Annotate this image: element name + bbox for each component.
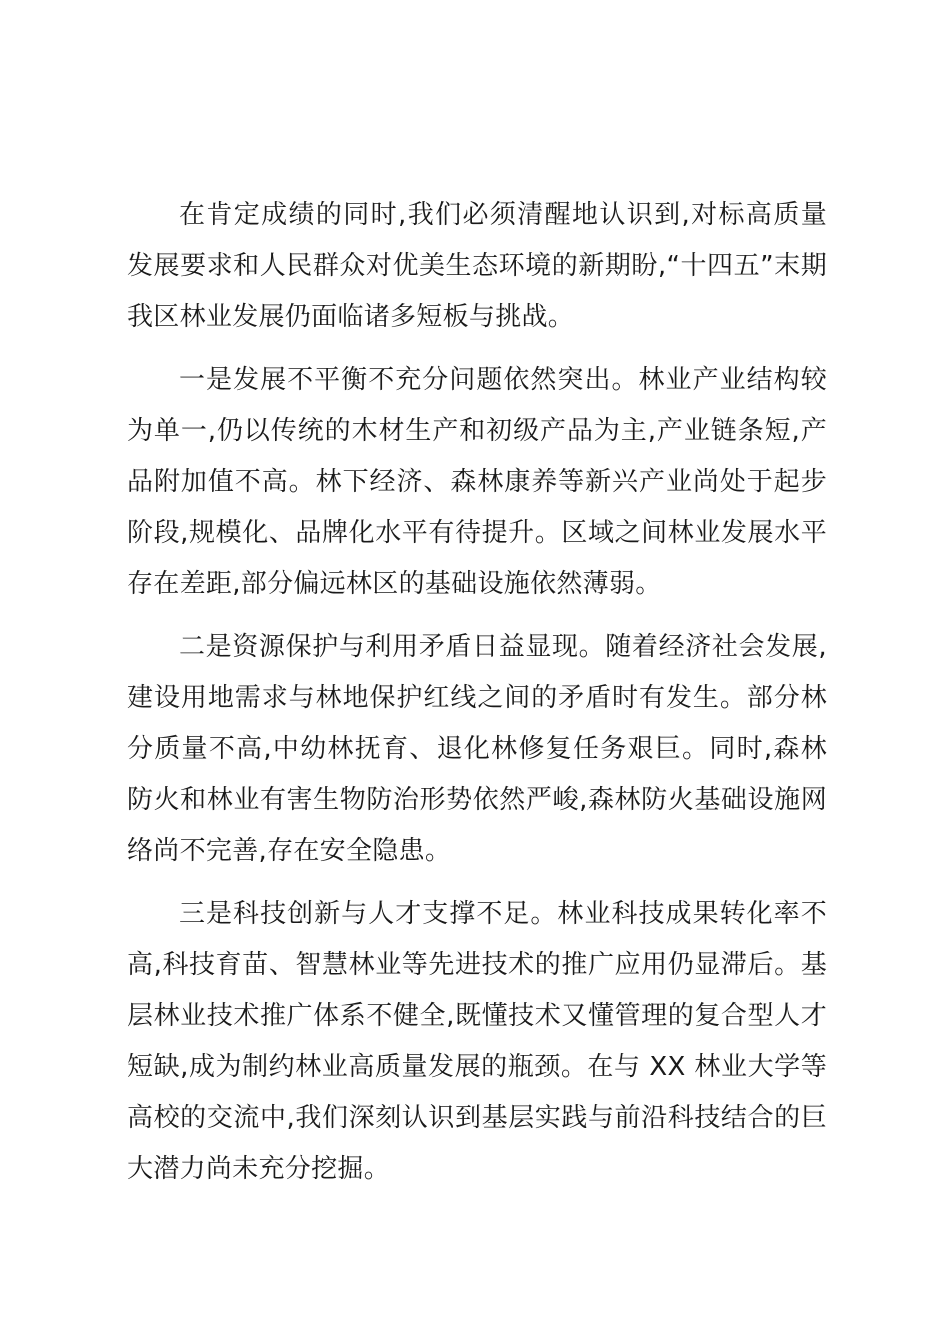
paragraph-intro: 在肯定成绩的同时,我们必须清醒地认识到,对标高质量发展要求和人民群众对优美生态环境的新期盼,“十四五”末期我区林业发展仍面临诸多短板与挑战。	[127, 200, 827, 332]
paragraph-tech-talent: 三是科技创新与人才支撑不足。林业科技成果转化率不高,科技育苗、智慧林业等先进技术的推广应用仍显滞后。基层林业技术推广体系不健全,既懂技术又懂管理的复合型人才短缺,成为制约林业高质量发展的瓶颈。在与 XX 林业大学等高校的交流中,我们深刻认识到基层实践与前沿科技结合的巨大潜力尚未充分挖掘。	[127, 899, 827, 1184]
document-body	[127, 190, 827, 1207]
paragraph-resource-protection: 二是资源保护与利用矛盾日益显现。随着经济社会发展,建设用地需求与林地保护红线之间的矛盾时有发生。部分林分质量不高,中幼林抚育、退化林修复任务艰巨。同时,森林防火和林业有害生物防治形势依然严峻,森林防火基础设施网络尚不完善,存在安全隐患。	[127, 632, 827, 866]
paragraph-imbalance: 一是发展不平衡不充分问题依然突出。林业产业结构较为单一,仍以传统的木材生产和初级产品为主,产业链条短,产品附加值不高。林下经济、森林康养等新兴产业尚处于起步阶段,规模化、品牌化水平有待提升。区域之间林业发展水平存在差距,部分偏远林区的基础设施依然薄弱。	[127, 365, 827, 599]
